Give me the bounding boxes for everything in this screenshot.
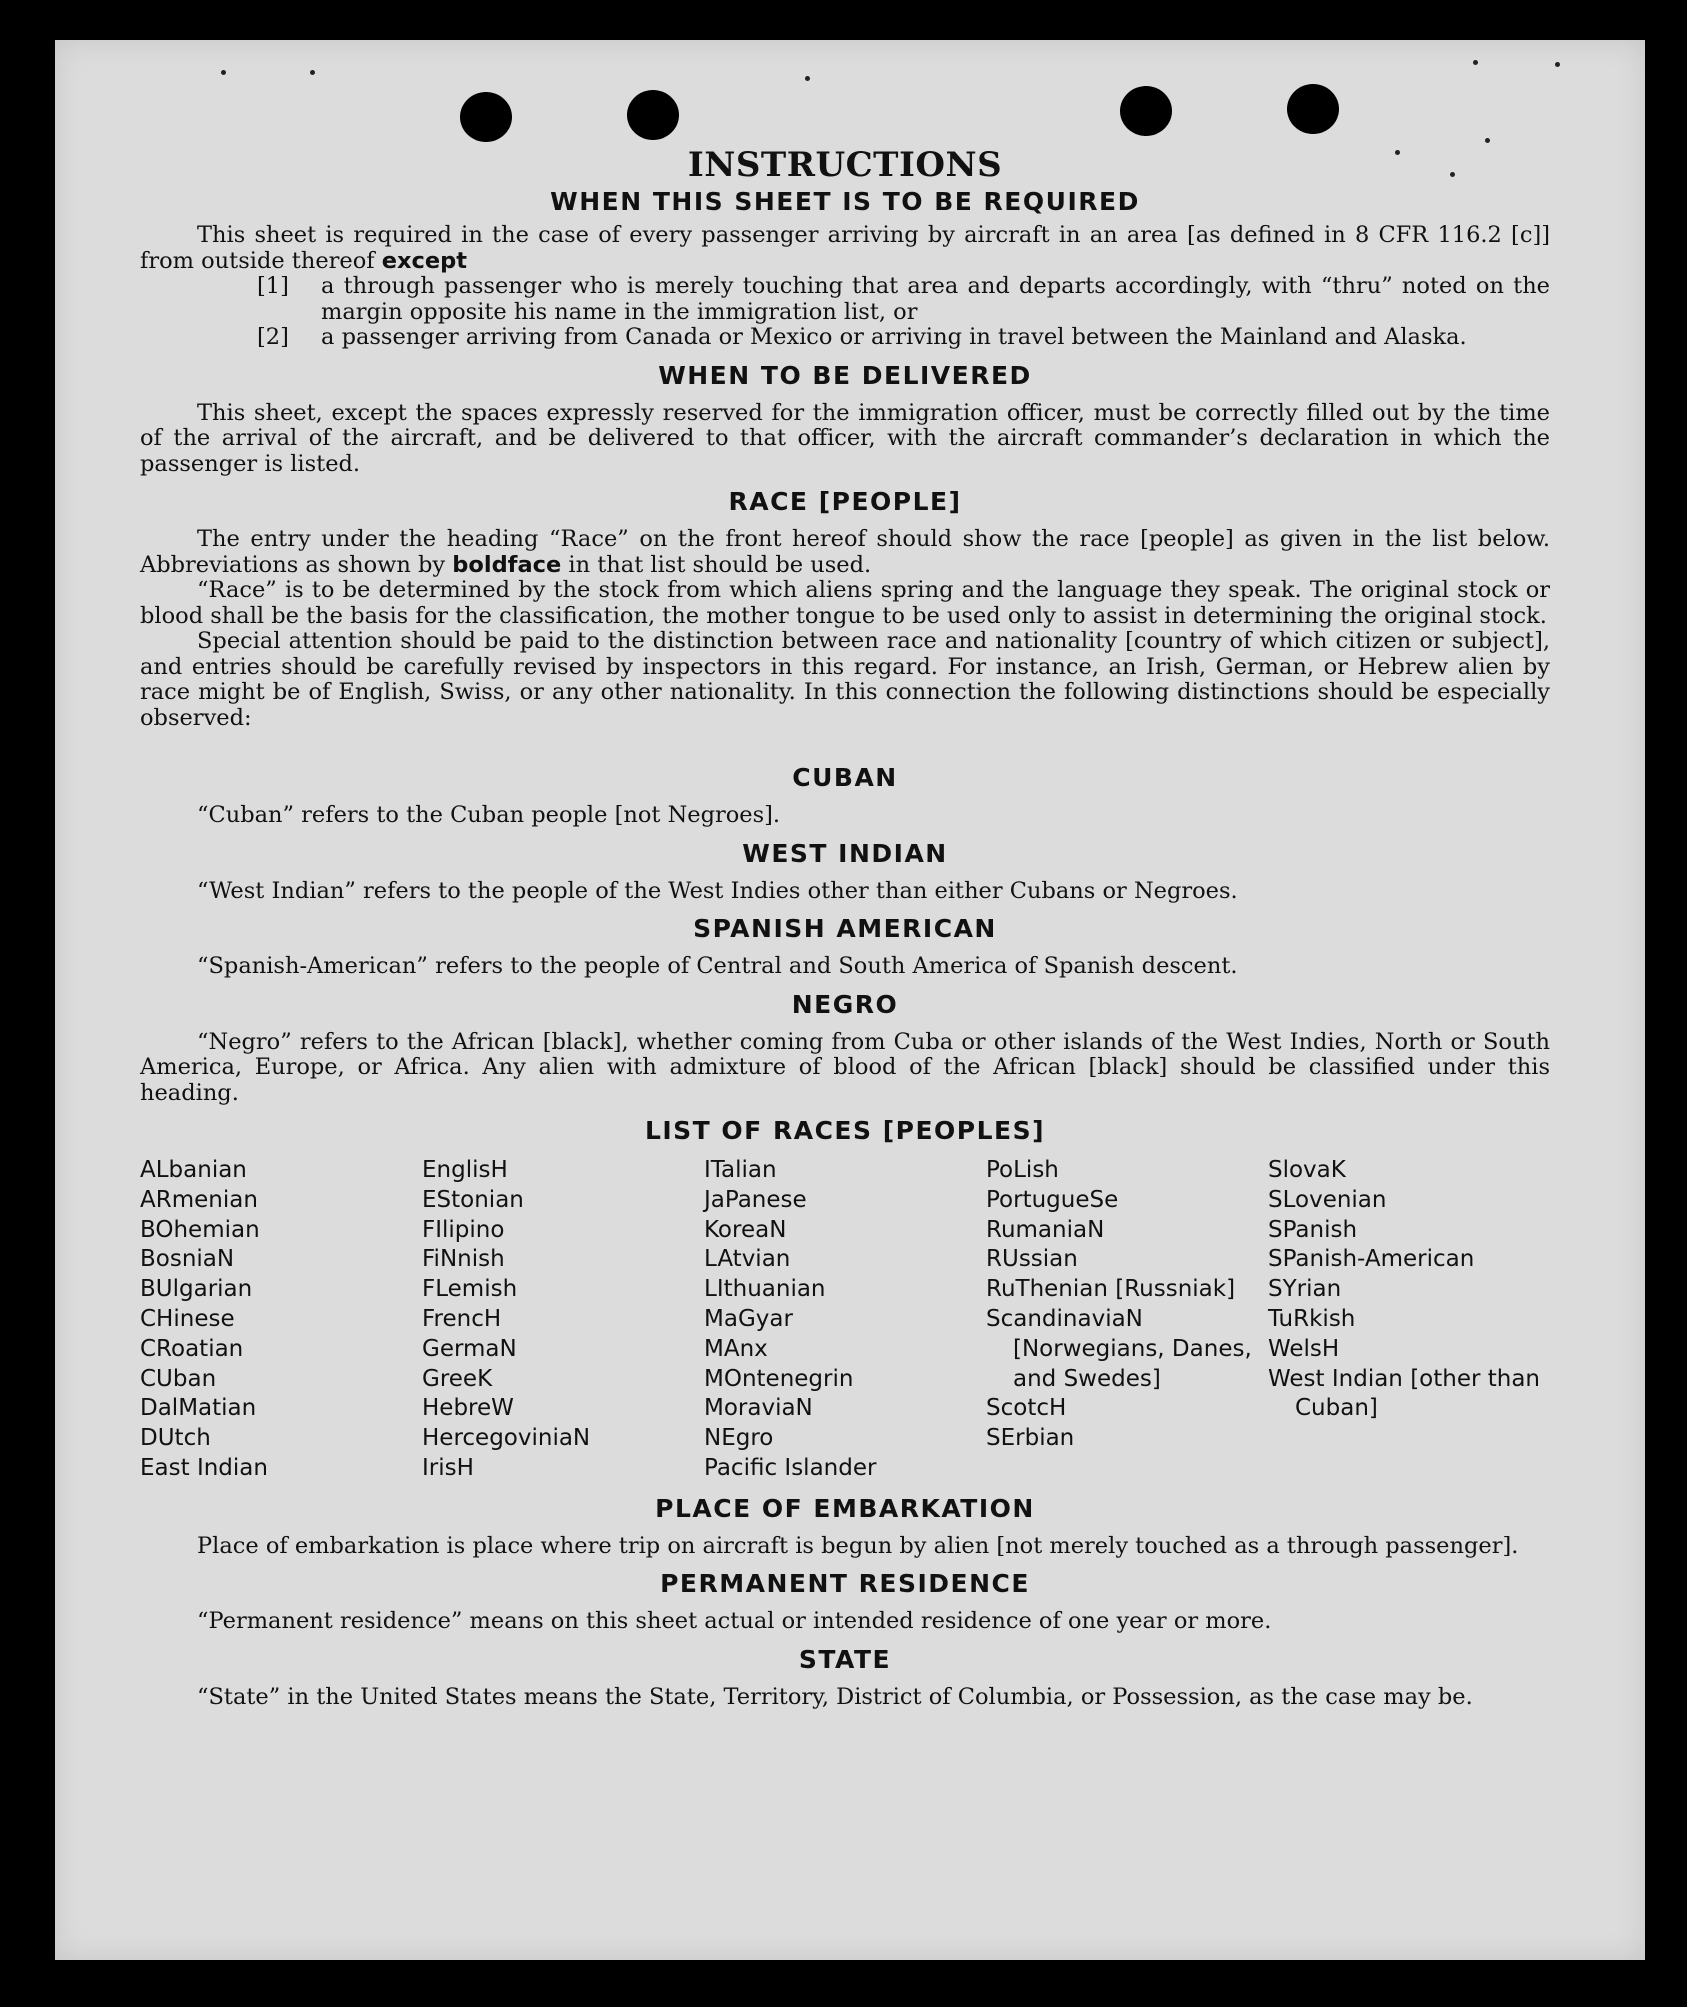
- race-item: ITalian: [704, 1157, 777, 1183]
- race-column: [704, 1156, 986, 1484]
- race-item: LIthuanian: [704, 1276, 826, 1303]
- race-item: SLovenian: [1268, 1186, 1387, 1213]
- heading-when-delivered: WHEN TO BE DELIVERED: [658, 360, 1032, 390]
- race-item: East Indian: [140, 1454, 268, 1481]
- race-item: DUtch: [140, 1425, 211, 1452]
- punch-hole: [460, 92, 512, 142]
- heading-when-required: WHEN THIS SHEET IS TO BE REQUIRED: [550, 187, 1140, 216]
- west-indian-text: “West Indian” refers to the people of the West Indies other than either Cubans or Negroes.: [197, 877, 1238, 904]
- race-item: LAtvian: [704, 1246, 791, 1273]
- speck: [1473, 60, 1478, 65]
- race-item: ALbanian: [140, 1157, 247, 1183]
- negro-text: “Negro” refers to the African [black], whether coming from Cuba or other islands of the West Indies, North or South America, Europe, or Africa. Any alien with admixture of blood of the African [black] should be classified under this heading.: [140, 1028, 1550, 1106]
- race-item: FrencH: [422, 1305, 502, 1332]
- heading-spanish-american: SPANISH AMERICAN: [693, 914, 997, 943]
- race-item: ScotcH: [986, 1395, 1067, 1422]
- race-item: BOhemian: [140, 1216, 260, 1243]
- race-column: [986, 1156, 1268, 1484]
- race-item: West Indian [other than Cuban]: [1268, 1365, 1541, 1422]
- race-item: GermaN: [422, 1335, 517, 1362]
- race-item: BUlgarian: [140, 1276, 253, 1303]
- punch-hole: [1120, 86, 1172, 136]
- condition-item-1: [1] a through passenger who is merely touching that area and departs accordingly, with “thru” noted on the margin opposite his name in the immigration list, or: [257, 273, 1550, 325]
- race-item: MAnx: [704, 1335, 768, 1362]
- race-item: EnglisH: [422, 1157, 508, 1183]
- race-item: KoreaN: [704, 1216, 787, 1243]
- race-item: SErbian: [986, 1425, 1075, 1452]
- race-item: SlovaK: [1268, 1157, 1346, 1183]
- speck: [1485, 138, 1490, 143]
- race-paragraph-3: Special attention should be paid to the distinction between race and nationality [country of which citizen or subject], and entries should be carefully revised by inspectors in this regard. For instance, an Irish, German, or Hebrew alien by race might be of English, Swiss, or any other nationality. In this connection the following distinctions should be especially observed:: [140, 628, 1550, 731]
- race-column: [140, 1156, 422, 1484]
- race-item: MoraviaN: [704, 1395, 813, 1422]
- race-column: [422, 1156, 704, 1484]
- heading-race: RACE [PEOPLE]: [728, 487, 962, 516]
- race-item: IrisH: [422, 1454, 474, 1481]
- race-item: HebreW: [422, 1395, 514, 1422]
- spanish-american-text: “Spanish-American” refers to the people of Central and South America of Spanish descent.: [197, 953, 1238, 979]
- race-item: EStonian: [422, 1186, 524, 1213]
- race-item: SPanish: [1268, 1216, 1358, 1243]
- race-item: RumaniaN: [986, 1216, 1105, 1243]
- required-intro: This sheet is required in the case of every passenger arriving by aircraft in an area [as defined in 8 CFR 116.2 [c]] from outside thereof except: [140, 222, 1550, 274]
- race-column: [1268, 1156, 1550, 1484]
- race-item: SYrian: [1268, 1276, 1342, 1303]
- race-item: BosniaN: [140, 1246, 235, 1273]
- race-item: WelsH: [1268, 1335, 1340, 1362]
- embarkation-text: Place of embarkation is place where trip on aircraft is begun by alien [not merely touched as a through passenger].: [197, 1532, 1519, 1559]
- punch-hole: [1287, 84, 1339, 134]
- race-item: DalMatian: [140, 1395, 257, 1422]
- heading-list-of-races: LIST OF RACES [PEOPLES]: [644, 1116, 1046, 1145]
- heading-west-indian: WEST INDIAN: [742, 838, 948, 868]
- race-item: NEgro: [704, 1425, 774, 1452]
- race-item: PoLish: [986, 1157, 1059, 1183]
- race-item: FIlipino: [422, 1216, 505, 1243]
- race-item: FiNnish: [422, 1246, 505, 1273]
- heading-permanent-residence: PERMANENT RESIDENCE: [660, 1569, 1030, 1599]
- required-except: except: [381, 247, 467, 274]
- race-item: PortugueSe: [986, 1186, 1119, 1213]
- race-item: CUban: [140, 1365, 217, 1392]
- race-item: CHinese: [140, 1305, 235, 1332]
- race-list: [140, 1156, 1550, 1484]
- delivered-text: This sheet, except the spaces expressly reserved for the immigration officer, must be correctly filled out by the time of the arrival of the aircraft, and be delivered to that officer, with the aircraft commander’s declaration in which the passenger is listed.: [140, 399, 1550, 477]
- state-text: “State” in the United States means the State, Territory, District of Columbia, or Possession, as the case may be.: [197, 1683, 1473, 1710]
- race-item: CRoatian: [140, 1335, 244, 1362]
- page-title: INSTRUCTIONS: [687, 145, 1003, 185]
- race-item: MOntenegrin: [704, 1365, 854, 1392]
- speck: [310, 70, 315, 75]
- race-item: TuRkish: [1268, 1305, 1356, 1332]
- condition-item-2: [2] a passenger arriving from Canada or Mexico or arriving in travel between the Mainland and Alaska.: [257, 324, 1467, 350]
- punch-hole: [627, 90, 679, 140]
- race-item: RUssian: [986, 1246, 1078, 1273]
- race-paragraph-2: “Race” is to be determined by the stock from which aliens spring and the language they speak. The original stock or blood shall be the basis for the classification, the mother tongue to be used only to assist in determining the original stock.: [140, 577, 1550, 629]
- heading-embarkation: PLACE OF EMBARKATION: [655, 1493, 1035, 1523]
- race-item: FLemish: [422, 1276, 518, 1303]
- race-item: SPanish-American: [1268, 1246, 1475, 1273]
- residence-text: “Permanent residence” means on this sheet actual or intended residence of one year or more.: [197, 1608, 1272, 1635]
- race-item: GreeK: [422, 1365, 493, 1392]
- heading-negro: NEGRO: [791, 989, 899, 1019]
- speck: [1555, 62, 1560, 67]
- race-item: RuThenian [Russniak]: [986, 1276, 1236, 1303]
- race-paragraph-1: The entry under the heading “Race” on the front hereof should show the race [people] as given in the list below. Abbreviations as shown by boldface in that list should be used.: [140, 526, 1550, 578]
- cuban-text: “Cuban” refers to the Cuban people [not Negroes].: [197, 802, 781, 828]
- race-item: MaGyar: [704, 1305, 793, 1332]
- instructions-content: [140, 145, 1550, 1710]
- heading-cuban: CUBAN: [792, 763, 898, 792]
- race-item: JaPanese: [704, 1186, 807, 1213]
- heading-state: STATE: [798, 1644, 892, 1674]
- race-item: Pacific Islander: [704, 1454, 877, 1481]
- document-sheet: [55, 40, 1645, 1960]
- race-item: HercegoviniaN: [422, 1425, 591, 1452]
- speck: [221, 70, 226, 75]
- speck: [805, 76, 810, 81]
- race-item: ARmenian: [140, 1186, 258, 1213]
- race-item: ScandinaviaN [Norwegians, Danes, and Swedes]: [986, 1305, 1252, 1392]
